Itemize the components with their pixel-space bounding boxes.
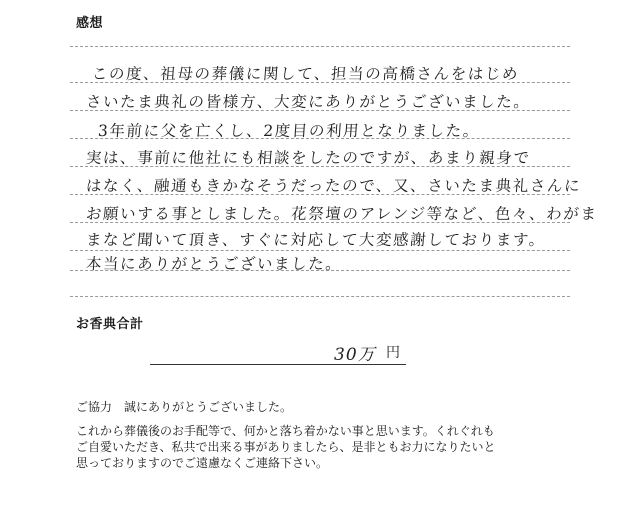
handwritten-line: はなく、融通もきかなそうだったので、又、さいたま典礼さんに xyxy=(85,177,582,195)
incense-total-heading: お香典合計 xyxy=(76,317,144,332)
handwritten-line: 実は、事前に他社にも相談をしたのですが、あまり親身で xyxy=(85,149,532,167)
closing-text-line: 思っておりますのでご遠慮なくご連絡下さい。 xyxy=(76,456,329,470)
thanks-message: ご協力 誠にありがとうございました。 xyxy=(76,400,293,414)
ruled-line xyxy=(70,46,570,47)
handwritten-line: 3年前に父を亡くし、2度目の利用となりました。 xyxy=(97,122,481,140)
handwritten-line: この度、祖母の葬儀に関して、担当の高橋さんをはじめ xyxy=(91,65,520,83)
handwritten-line: さいたま典礼の皆様方、大変にありがとうございました。 xyxy=(85,93,532,111)
amount-underline xyxy=(150,364,406,365)
closing-text-line: これから葬儀後のお手配等で、何かと落ち着かない事と思います。くれぐれも xyxy=(76,424,495,438)
ruled-line xyxy=(70,296,570,297)
handwritten-line: お願いする事としました。花祭壇のアレンジ等など、色々、わがま xyxy=(85,205,599,223)
incense-total-unit: 円 xyxy=(386,345,400,361)
impressions-heading: 感想 xyxy=(76,16,104,31)
closing-text-line: ご自愛いただき、私共で出来る事がありましたら、是非ともお力になりたいと xyxy=(76,440,496,454)
ruled-line xyxy=(70,250,570,251)
handwritten-line: まなど聞いて頂き、すぐに対応して大変感謝しております。 xyxy=(85,231,547,249)
incense-total-amount: 30万 xyxy=(334,345,376,365)
handwritten-line: 本当にありがとうございました。 xyxy=(85,255,344,273)
